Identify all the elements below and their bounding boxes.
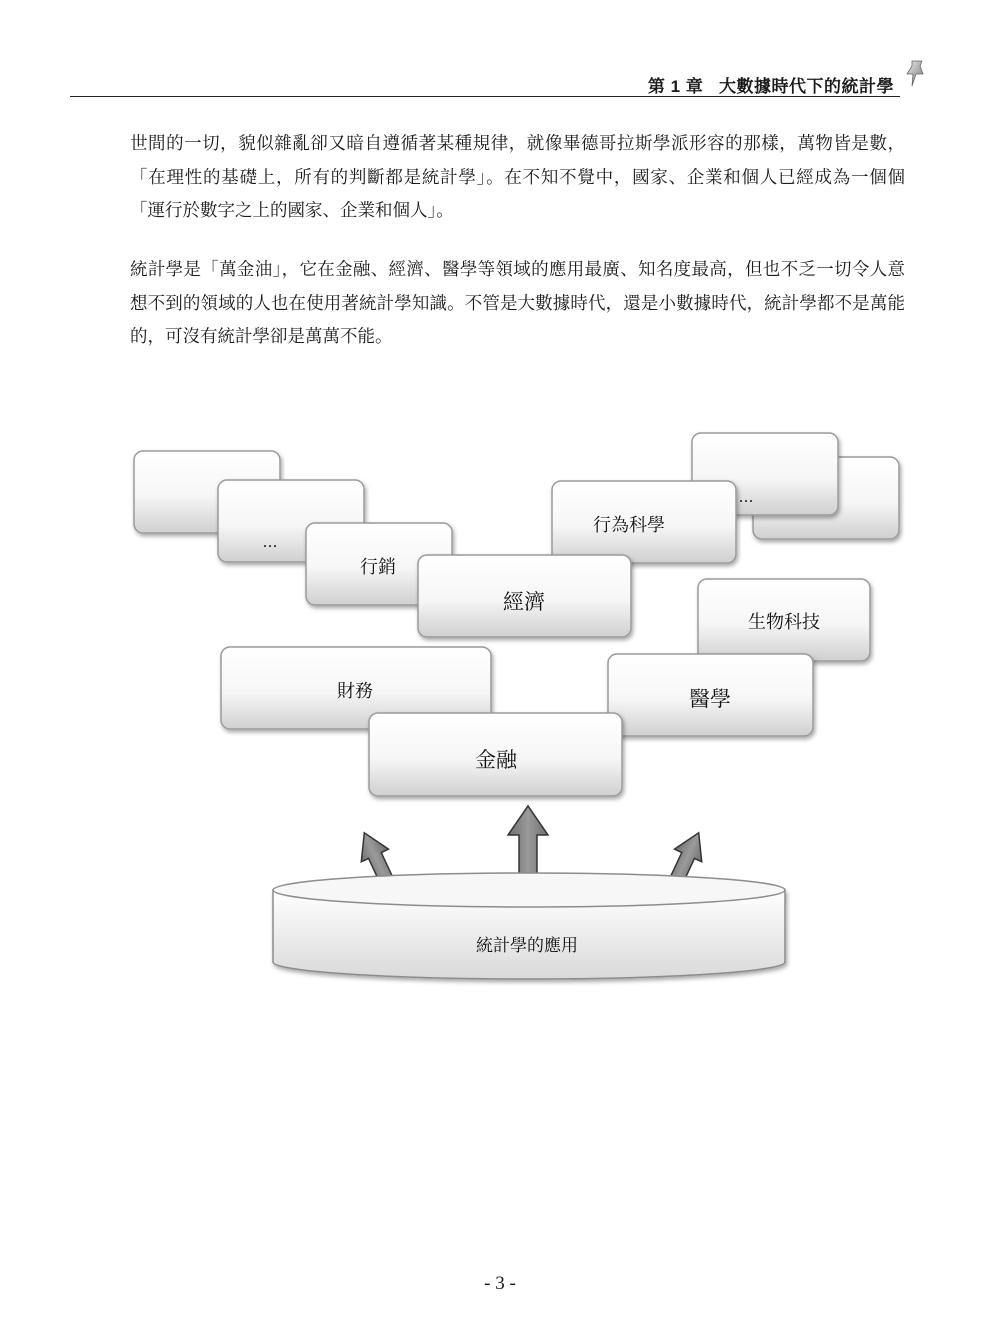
diagram-box-medicine [608,654,813,736]
diagram-box-behavioral-science [552,481,736,563]
box-label: … [262,533,278,551]
box-label: 金融 [475,748,517,772]
diagram-box-finance [369,713,622,796]
box-label: 行為科學 [593,515,665,536]
paragraph-text: 世間的一切，貌似雜亂卻又暗自遵循著某種規律，就像畢德哥拉斯學派形容的那樣，萬物皆是數，「在理性的基礎上，所有的判斷都是統計學」。在不知不覺中，國家、企業和個人已經成為一個個「運行於數字之上的國家、企業和個人」。 [130,134,905,221]
box-label: 行銷 [360,557,396,578]
page-number: - 3 - [484,1273,516,1294]
diagram-box-biotech [698,579,870,661]
box-label: 醫學 [689,687,731,711]
chapter-number: 第 1 章 [647,77,704,96]
chapter-title: 大數據時代下的統計學 [719,77,894,96]
paragraph-text: 統計學是「萬金油」，它在金融、經濟、醫學等領域的應用最廣、知名度最高，但也不乏一切令人意想不到的領域的人也在使用著統計學知識。不管是大數據時代，還是小數據時代，統計學都不是萬能的，可沒有統計學卻是萬萬不能。 [130,260,905,347]
box-label: 財務 [337,681,373,702]
statistics-application-base [273,873,785,979]
box-label: 經濟 [503,590,545,614]
diagram-box-economics [418,555,631,637]
base-label: 統計學的應用 [476,936,578,956]
box-label: 生物科技 [748,612,820,633]
box-label: … [738,488,754,506]
